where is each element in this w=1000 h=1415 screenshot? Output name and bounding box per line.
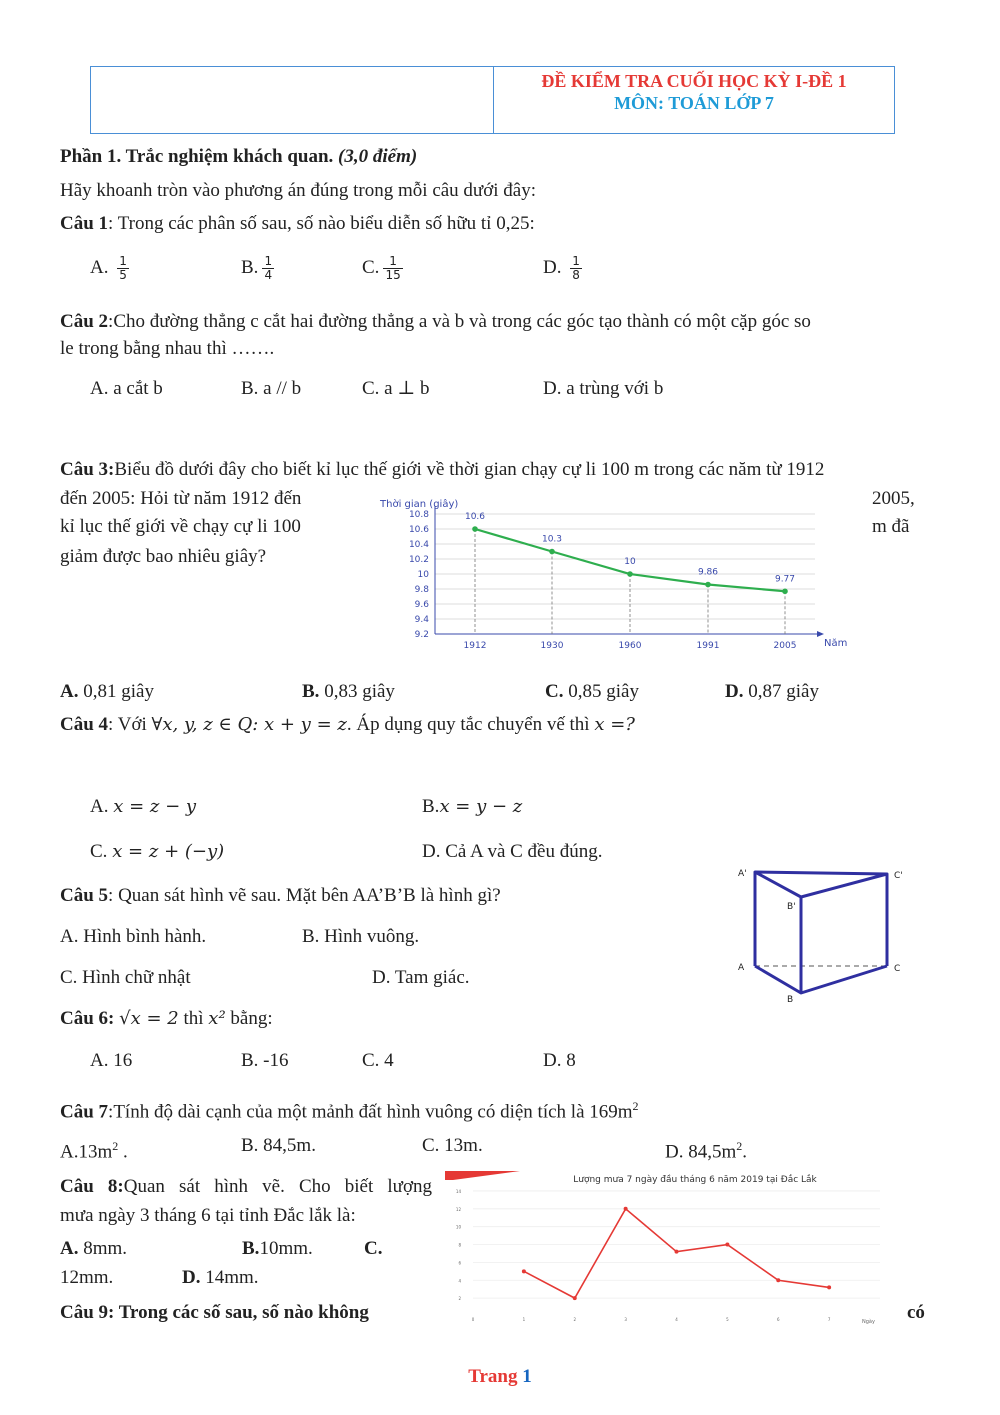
chart2-ytick-label: 6	[458, 1260, 461, 1266]
q1-option-d[interactable]: D. $\frac{1}{8}$	[543, 254, 580, 282]
chart2-xlabel: Ngày	[862, 1319, 875, 1325]
chart1-data-label: 10.3	[541, 534, 563, 545]
chart2-ytick-label: 14	[455, 1188, 461, 1194]
q5-option-b[interactable]: B. Hình vuông.	[302, 926, 420, 947]
chart1-xtick-label: 1960	[618, 641, 642, 651]
q2-stem-line1: Câu 2:Cho đường thẳng c cắt hai đường thẳng a và b và trong các góc tạo thành có một cặp góc so	[60, 311, 811, 332]
q4-stem: Câu 4: Với ∀x, y, z ∈ Q: x + y = z. Áp dụng quy tắc chuyển vế thì x =?	[60, 714, 635, 735]
q2-option-a[interactable]: A. a cắt b	[90, 378, 163, 399]
chart2-xtick-label: 0	[471, 1317, 475, 1322]
fraction: $\frac{1}{8}$	[572, 254, 580, 282]
q5-stem: Câu 5: Quan sát hình vẽ sau. Mặt bên AA’B’B là hình gì?	[60, 885, 501, 906]
chart1-point	[705, 582, 711, 588]
q6-option-a[interactable]: A. 16	[90, 1050, 133, 1071]
chart1-ytick-label: 9.8	[414, 585, 429, 595]
chart1-ytick-label: 10.6	[408, 525, 429, 535]
chart1-ylabel: Thời gian (giây)	[380, 499, 459, 510]
q8-option-d[interactable]: D. 14mm.	[182, 1267, 259, 1288]
chart2-xtick-label: 1	[522, 1317, 526, 1322]
page-number: 1	[522, 1366, 532, 1387]
q3-option-a[interactable]: A. 0,81 giây	[60, 681, 154, 702]
label-c: C	[894, 964, 901, 974]
chart2-ytick-label: 10	[455, 1224, 461, 1230]
page-footer	[0, 1366, 1000, 1388]
q7-option-a[interactable]: $A.13m^2$ .	[60, 1139, 128, 1163]
chart2-xtick-label: 4	[675, 1317, 678, 1322]
q6-stem: Câu 6: √x = 2 thì x² bằng:	[60, 1008, 273, 1029]
q6-option-c[interactable]: C. 4	[362, 1050, 394, 1071]
chart1-x-arrow	[817, 631, 824, 637]
label-a-prime: A'	[738, 869, 747, 879]
q3-option-b[interactable]: B. 0,83 giây	[302, 681, 395, 702]
q3-left-line: giảm được bao nhiêu giây?	[60, 546, 267, 567]
fraction: $\frac{1}{5}$	[119, 254, 127, 282]
q4-label: Câu 4	[60, 714, 109, 735]
chart2-xtick-label: 2	[573, 1317, 577, 1322]
chart1-ytick-label: 10.8	[408, 510, 429, 520]
chart2-ytick-label: 2	[458, 1296, 461, 1302]
chart1-point	[472, 526, 478, 532]
chart1-data-label: 9.86	[697, 567, 719, 578]
q8-label: Câu 8:	[60, 1176, 124, 1197]
q1-text: : Trong các phân số sau, số nào biểu diễn số hữu tỉ 0,25:	[108, 213, 535, 234]
chart2-xtick-label: 7	[827, 1317, 831, 1322]
q8-option-a[interactable]: A. 8mm.	[60, 1238, 128, 1259]
chart2-xtick-label: 5	[726, 1317, 729, 1322]
chart2-point	[675, 1250, 679, 1254]
part1-heading	[60, 145, 417, 169]
q4-option-c[interactable]: C. x = z + (−y)	[90, 841, 225, 862]
q6-option-b[interactable]: B. -16	[241, 1050, 289, 1071]
q9-stem: Câu 9: Trong các số sau, số nào không	[60, 1302, 369, 1323]
q4-option-b[interactable]: B.x = y − z	[422, 796, 523, 817]
chart2-title: Lượng mưa 7 ngày đầu tháng 6 năm 2019 tại Đắc Lắk	[573, 1175, 817, 1185]
q7-option-d[interactable]: D. $84,5m^2$.	[665, 1139, 747, 1163]
q9-stem-tail: có	[907, 1302, 925, 1323]
chart1-ytick-label: 9.6	[414, 600, 429, 610]
chart2-point	[725, 1243, 729, 1247]
chart1-point	[627, 571, 633, 577]
chart1-xtick-label: 2005	[773, 641, 797, 651]
chart2-ytick-label: 8	[458, 1242, 461, 1248]
chart1-point	[549, 549, 555, 555]
q5-option-a[interactable]: A. Hình bình hành.	[60, 926, 207, 947]
q8-option-c-value[interactable]: 12mm.	[60, 1267, 114, 1288]
q2-option-b[interactable]: B. a // b	[241, 378, 302, 399]
chart2-ytick-label: 12	[455, 1206, 461, 1212]
q3-label: Câu 3:	[60, 459, 115, 480]
q3-stem-line1: Câu 3:Biểu đồ dưới đây cho biết kỉ lục thế giới về thời gian chạy cự li 100 m trong các năm từ 1912	[60, 459, 825, 480]
chart1-ytick-label: 10	[417, 570, 429, 580]
label-b-prime: B'	[787, 902, 796, 912]
q7-label: Câu 7	[60, 1101, 109, 1123]
q3-left-line: kỉ lục thế giới về chạy cự li 100	[60, 516, 301, 537]
chart2-point	[776, 1278, 780, 1282]
part1-points: (3,0 điểm)	[338, 146, 418, 167]
q6-formula: √x = 2	[119, 1008, 179, 1029]
world-record-chart	[375, 493, 855, 658]
chart1-xtick-label: 1930	[540, 641, 564, 651]
q5-label: Câu 5	[60, 885, 109, 906]
q4-option-d[interactable]: D. Cả A và C đều đúng.	[422, 841, 603, 862]
chart1-ytick-label: 9.4	[414, 615, 429, 625]
q8-stem-line2: mưa ngày 3 tháng 6 tại tỉnh Đắc lắk là:	[60, 1205, 356, 1226]
chart1-xtick-label: 1912	[463, 641, 487, 651]
q2-option-d[interactable]: D. a trùng với b	[543, 378, 664, 399]
chart1-data-label: 10	[624, 557, 636, 567]
q3-option-d[interactable]: D. 0,87 giây	[725, 681, 819, 702]
q7-option-c[interactable]: C. 13m.	[422, 1135, 483, 1156]
chart1-xtick-label: 1991	[696, 641, 720, 651]
q4-ask: x =?	[594, 714, 635, 735]
q2-stem-line2: le trong bằng nhau thì …….	[60, 338, 275, 359]
q8-option-b[interactable]: B.10mm.	[242, 1238, 313, 1259]
q1-label: Câu 1	[60, 213, 109, 234]
q3-right-line: m đã	[872, 516, 910, 537]
q8-option-c-letter[interactable]: C.	[364, 1238, 383, 1259]
q1-option-c[interactable]: C. $\frac{1}{15}$	[362, 254, 401, 282]
fraction: $\frac{1}{15}$	[385, 254, 401, 282]
q7-stem: Câu 7:Tính độ dài cạnh của một mảnh đất hình vuông có diện tích là $169m^2$	[60, 1099, 639, 1123]
q1-option-b[interactable]: B. $\frac{1}{4}$	[241, 254, 273, 282]
fraction: $\frac{1}{4}$	[264, 254, 273, 282]
q5-option-c[interactable]: C. Hình chữ nhật	[60, 967, 191, 988]
chart1-ytick-label: 10.4	[408, 540, 429, 550]
label-c-prime: C'	[894, 871, 903, 881]
label-a: A	[738, 963, 745, 973]
q2-option-c[interactable]: C. a ⊥ b	[362, 378, 430, 399]
chart1-ytick-label: 10.2	[408, 555, 429, 565]
chart1-point	[782, 588, 788, 594]
exam-title: ĐỀ KIỂM TRA CUỐI HỌC KỲ I-ĐỀ 1	[541, 71, 847, 91]
q3-left-line: đến 2005: Hỏi từ năm 1912 đến	[60, 488, 302, 509]
q6-label: Câu 6:	[60, 1008, 115, 1029]
q7-option-b[interactable]: B. 84,5m.	[241, 1135, 316, 1156]
chart2-point	[573, 1296, 577, 1300]
chart1-ytick-label: 9.2	[414, 630, 429, 640]
chart2-point	[827, 1285, 831, 1289]
chart2-ytick-label: 4	[458, 1278, 461, 1284]
q4-formula: ∀x, y, z ∈ Q: x + y = z	[151, 714, 347, 735]
q1-option-a[interactable]: A. $\frac{1}{5}$	[90, 254, 127, 282]
q4-option-a[interactable]: A. x = z − y	[90, 796, 197, 817]
q1-stem	[60, 212, 535, 236]
header-box	[90, 66, 895, 134]
subject-title: MÔN: TOÁN LỚP 7	[614, 93, 774, 113]
chart1-data-label: 10.6	[464, 512, 486, 522]
rainfall-chart	[445, 1168, 895, 1328]
prism-bottom-edges	[755, 966, 887, 993]
footer-word: Trang	[468, 1366, 518, 1387]
chart2-corner-banner	[445, 1171, 520, 1180]
chart2-xtick-label: 6	[776, 1317, 780, 1322]
q6-option-d[interactable]: D. 8	[543, 1050, 576, 1071]
q2-label: Câu 2	[60, 311, 109, 332]
prism-figure	[730, 862, 915, 1007]
prism-top-face	[755, 872, 887, 897]
q8-stem-line1: Câu 8:Quan sát hình vẽ. Cho biết lượng	[60, 1176, 432, 1197]
q5-option-d[interactable]: D. Tam giác.	[372, 967, 470, 988]
part1-instruction: Hãy khoanh tròn vào phương án đúng trong mỗi câu dưới đây:	[60, 180, 537, 201]
chart2-xtick-label: 3	[624, 1317, 627, 1322]
q3-option-c[interactable]: C. 0,85 giây	[545, 681, 639, 702]
q3-right-line: 2005,	[872, 488, 915, 509]
label-b: B	[787, 995, 794, 1005]
chart2-point	[624, 1207, 628, 1211]
chart2-point	[522, 1269, 526, 1273]
part1-title: Phần 1. Trắc nghiệm khách quan.	[60, 146, 334, 167]
q6-power: x²	[208, 1008, 226, 1029]
chart1-data-label: 9.77	[774, 574, 796, 585]
chart1-xlabel: Năm	[824, 638, 848, 649]
